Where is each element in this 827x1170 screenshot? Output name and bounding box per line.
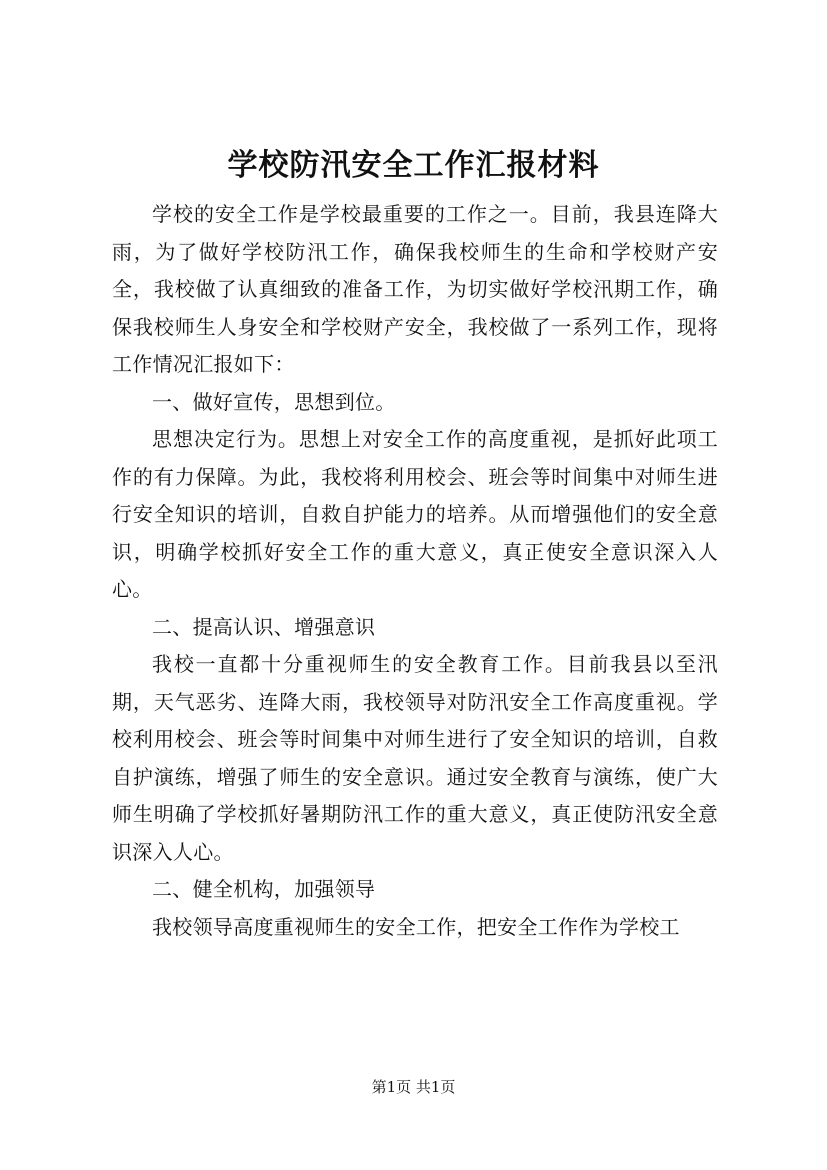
paragraph-intro: 学校的安全工作是学校最重要的工作之一。目前，我县连降大雨，为了做好学校防汛工作，确保我校师生的生命和学校财产安全，我校做了认真细致的准备工作，为切实做好学校汛期工作，确保我校师生人身安全和学校财产安全，我校做了一系列工作，现将工作情况汇报如下： bbox=[112, 202, 718, 376]
paragraph-section-3: 我校领导高度重视师生的安全工作，把安全工作作为学校工 bbox=[152, 914, 680, 939]
section-heading-2: 二、提高认识、增强意识 bbox=[152, 614, 376, 639]
document-body bbox=[112, 196, 718, 946]
page-footer: 第1页 共1页 bbox=[371, 1078, 456, 1096]
document-title: 学校防汛安全工作汇报材料 bbox=[227, 148, 600, 183]
paragraph-section-2: 我校一直都十分重视师生的安全教育工作。目前我县以至汛期，天气恶劣、连降大雨，我校领导对防汛安全工作高度重视。学校利用校会、班会等时间集中对师生进行了安全知识的培训，自救自护演练，增强了师生的安全意识。通过安全教育与演练，使广大师生明确了学校抓好暑期防汛工作的重大意义，真正使防汛安全意识深入人心。 bbox=[112, 652, 718, 864]
paragraph-section-1: 思想决定行为。思想上对安全工作的高度重视，是抓好此项工作的有力保障。为此，我校将利用校会、班会等时间集中对师生进行安全知识的培训，自救自护能力的培养。从而增强他们的安全意识，明确学校抓好安全工作的重大意义，真正使安全意识深入人心。 bbox=[112, 427, 718, 601]
section-heading-3: 二、健全机构，加强领导 bbox=[152, 877, 376, 901]
section-heading-1: 一、做好宣传，思想到位。 bbox=[152, 389, 396, 414]
